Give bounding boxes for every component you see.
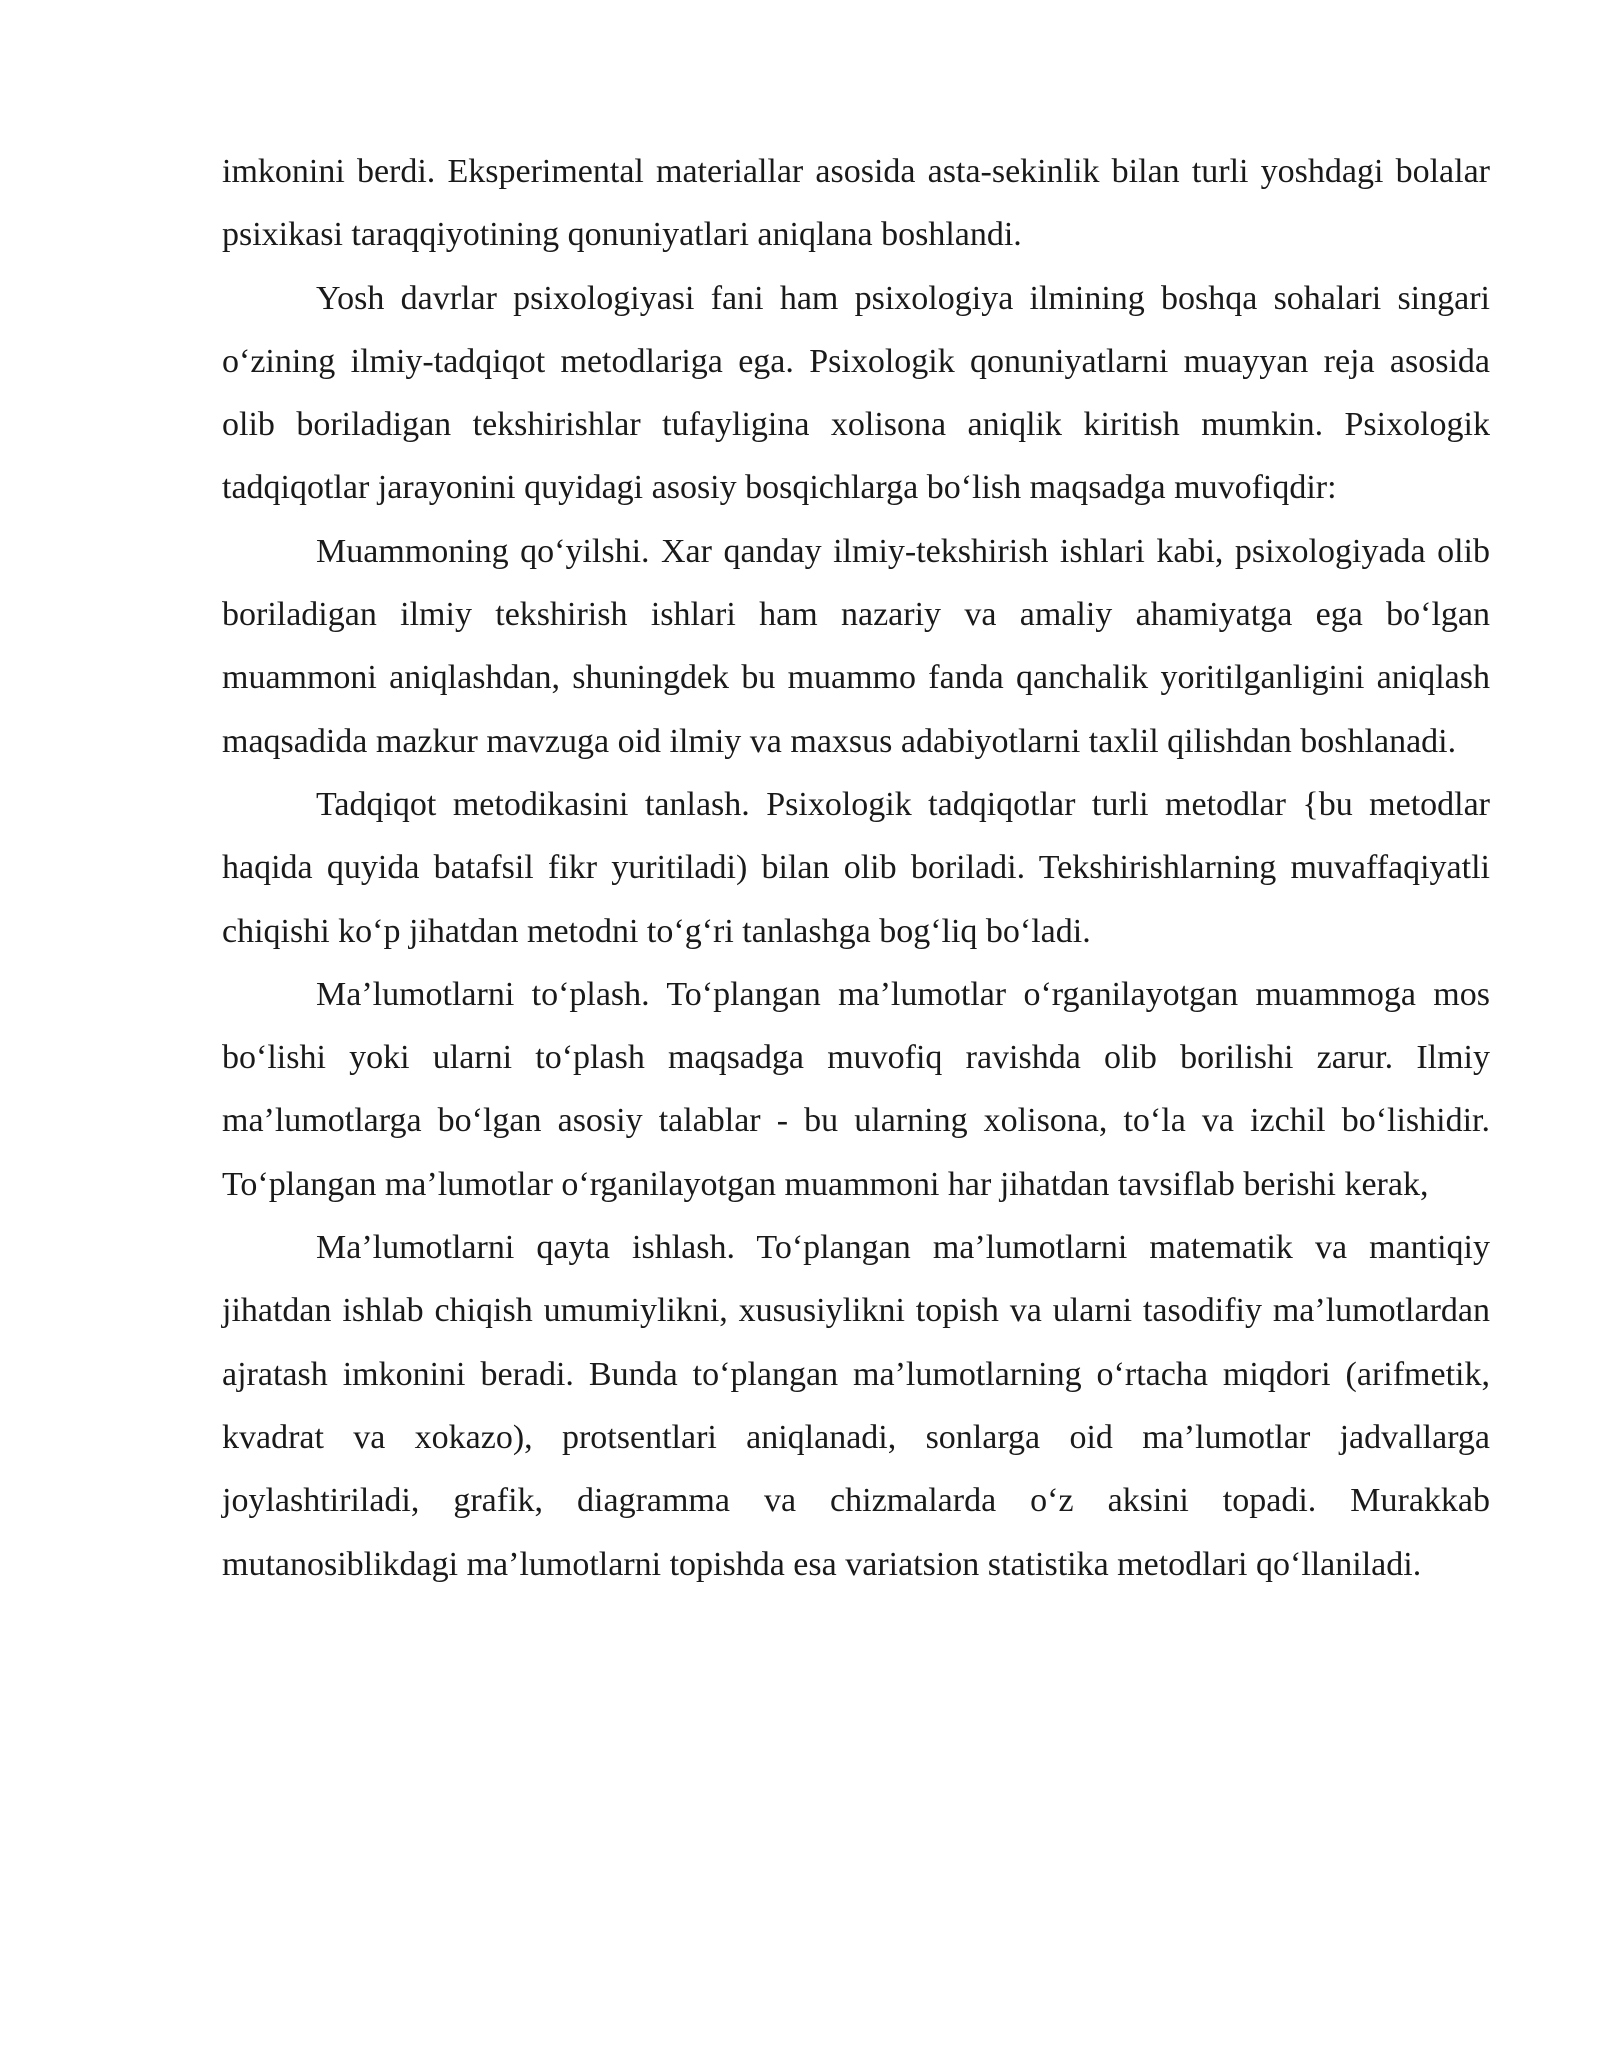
paragraph-data-collection: Ma’lumotlarni to‘plash. To‘plangan ma’lumotlar o‘rganilayotgan muammoga mos bo‘lishi yoki ularni to‘plash maqsadga muvofiq ravishda olib borilishi zarur. Ilmiy ma’lumotlarga bo‘lgan asosiy talablar - bu ularning xolisona, to‘la va izchil bo‘lishidir. To‘plangan ma’lumotlar o‘rganilayotgan muammoni har jihatdan tavsiflab berishi kerak, (222, 975, 1490, 1203)
document-body (222, 140, 1490, 1596)
paragraph-data-processing: Ma’lumotlarni qayta ishlash. To‘plangan ma’lumotlarni matematik va mantiqiy jihatdan ishlab chiqish umumiylikni, xususiylikni topish va ularni tasodifiy ma’lumotlardan ajratash imkonini beradi. Bunda to‘plangan ma’lumotlarning o‘rtacha miqdori (arifmetik, kvadrat va xokazo), protsentlari aniqlanadi, sonlarga oid ma’lumotlar jadvallarga joylashtiriladi, grafik, diagramma va chizmalarda o‘z aksini topadi. Murakkab mutanosiblikdagi ma’lumotlarni topishda esa variatsion statistika metodlari qo‘llaniladi. (222, 1229, 1490, 1583)
paragraph-problem-statement: Muammoning qo‘yilshi. Xar qanday ilmiy-tekshirish ishlari kabi, psixologiyada olib boriladigan ilmiy tekshirish ishlari ham nazariy va amaliy ahamiyatga ega bo‘lgan muammoni aniqlashdan, shuningdek bu muammo fanda qanchalik yoritilganligini aniqlash maqsadida mazkur mavzuga oid ilmiy va maxsus adabiyotlarni taxlil qilishdan boshlanadi. (222, 532, 1490, 760)
paragraph-continuation: imkonini berdi. Eksperimental materiallar asosida asta-sekinlik bilan turli yoshdagi bolalar psixikasi taraqqiyotining qonuniyatlari aniqlana boshlandi. (222, 153, 1490, 254)
paragraph-method-selection: Tadqiqot metodikasini tanlash. Psixologik tadqiqotlar turli metodlar {bu metodlar haqida quyida batafsil fikr yuritiladi) bilan olib boriladi. Tekshirishlarning muvaffaqiyatli chiqishi ko‘p jihatdan metodni to‘g‘ri tanlashga bog‘liq bo‘ladi. (222, 785, 1490, 950)
paragraph-research-methods: Yosh davrlar psixologiyasi fani ham psixologiya ilmining boshqa sohalari singari o‘zining ilmiy-tadqiqot metodlariga ega. Psixologik qonuniyatlarni muayyan reja asosida olib boriladigan tekshirishlar tufayligina xolisona aniqlik kiritish mumkin. Psixologik tadqiqotlar jarayonini quyidagi asosiy bosqichlarga bo‘lish maqsadga muvofiqdir: (222, 279, 1490, 507)
